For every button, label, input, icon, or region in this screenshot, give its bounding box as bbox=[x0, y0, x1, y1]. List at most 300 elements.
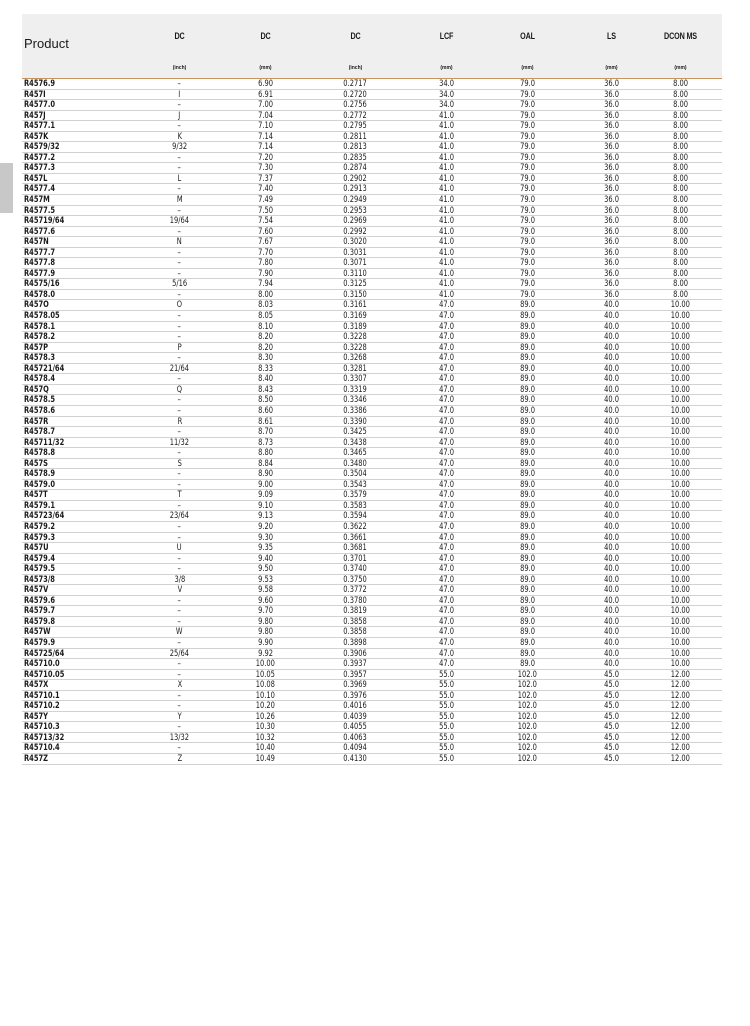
cell-value: 79.0 bbox=[520, 110, 535, 121]
cell-value: 8.00 bbox=[673, 152, 688, 163]
cell-value: 41.0 bbox=[439, 152, 454, 163]
cell-dc-inch bbox=[303, 659, 408, 670]
cell-product bbox=[24, 743, 128, 754]
cell-dcon-ms bbox=[628, 353, 733, 364]
cell-value: 45.0 bbox=[604, 732, 619, 743]
cell-value: 10.00 bbox=[670, 416, 691, 427]
table-row bbox=[22, 79, 722, 90]
cell-product bbox=[24, 385, 128, 396]
cell-value: M bbox=[176, 195, 183, 206]
cell-value: 0.3071 bbox=[343, 258, 368, 269]
cell-value: – bbox=[177, 595, 182, 606]
cell-value: 7.40 bbox=[258, 184, 273, 195]
cell-value: U bbox=[177, 543, 182, 554]
cell-value: 36.0 bbox=[604, 205, 619, 216]
table-row bbox=[22, 638, 722, 649]
cell-value: 47.0 bbox=[439, 416, 454, 427]
cell-value: 89.0 bbox=[520, 311, 535, 322]
cell-value: 8.90 bbox=[258, 469, 273, 480]
cell-dc-inch bbox=[303, 153, 408, 164]
cell-value: 47.0 bbox=[439, 469, 454, 480]
cell-dcon-ms bbox=[628, 385, 733, 396]
cell-value: 9.00 bbox=[258, 479, 273, 490]
cell-dc-inch bbox=[303, 121, 408, 132]
cell-value: 0.2953 bbox=[343, 205, 368, 216]
cell-value: 47.0 bbox=[439, 543, 454, 554]
cell-dcon-ms bbox=[628, 480, 733, 491]
cell-value: 41.0 bbox=[439, 184, 454, 195]
cell-value: 47.0 bbox=[439, 363, 454, 374]
cell-product bbox=[24, 417, 128, 428]
cell-value: 36.0 bbox=[604, 163, 619, 174]
cell-value: 10.00 bbox=[670, 511, 691, 522]
cell-value: R45725/64 bbox=[24, 648, 65, 659]
cell-value: 79.0 bbox=[520, 205, 535, 216]
cell-value: 47.0 bbox=[439, 616, 454, 627]
cell-value: 89.0 bbox=[520, 427, 535, 438]
cell-value: 6.90 bbox=[258, 79, 273, 89]
cell-dcon-ms bbox=[628, 364, 733, 375]
cell-value: 12.00 bbox=[670, 754, 691, 764]
cell-value: 0.3976 bbox=[343, 690, 368, 701]
cell-value: 89.0 bbox=[520, 384, 535, 395]
table-row bbox=[22, 311, 722, 322]
cell-value: – bbox=[177, 311, 182, 322]
cell-value: 11/32 bbox=[169, 437, 190, 448]
table-row bbox=[22, 111, 722, 122]
cell-value: 34.0 bbox=[439, 89, 454, 100]
cell-value: 8.00 bbox=[673, 195, 688, 206]
cell-value: 8.61 bbox=[258, 416, 273, 427]
cell-value: 47.0 bbox=[439, 311, 454, 322]
cell-dcon-ms bbox=[628, 501, 733, 512]
cell-value: 79.0 bbox=[520, 184, 535, 195]
cell-dc-inch bbox=[303, 374, 408, 385]
cell-dc-inch bbox=[303, 754, 408, 765]
cell-value: 10.00 bbox=[670, 405, 691, 416]
cell-value: R457T bbox=[24, 490, 48, 501]
cell-value: R45711/32 bbox=[24, 437, 65, 448]
header-unit: (mm) bbox=[674, 65, 687, 71]
cell-value: 10.00 bbox=[670, 606, 691, 617]
cell-product bbox=[24, 627, 128, 638]
cell-value: 40.0 bbox=[604, 511, 619, 522]
cell-value: R4578.5 bbox=[24, 395, 56, 406]
cell-dc-inch bbox=[303, 132, 408, 143]
cell-value: 9.50 bbox=[258, 564, 273, 575]
cell-product bbox=[24, 364, 128, 375]
table-row bbox=[22, 290, 722, 301]
table-row bbox=[22, 670, 722, 681]
cell-value: 55.0 bbox=[439, 732, 454, 743]
cell-product bbox=[24, 438, 128, 449]
cell-dcon-ms bbox=[628, 522, 733, 533]
cell-value: 79.0 bbox=[520, 289, 535, 300]
cell-value: 47.0 bbox=[439, 405, 454, 416]
cell-value: 89.0 bbox=[520, 374, 535, 385]
header-dc-inch-decimal bbox=[303, 14, 408, 78]
cell-value: 8.80 bbox=[258, 448, 273, 459]
cell-dcon-ms bbox=[628, 248, 733, 259]
cell-dcon-ms bbox=[628, 258, 733, 269]
cell-value: 41.0 bbox=[439, 163, 454, 174]
cell-value: 0.3740 bbox=[343, 564, 368, 575]
cell-value: 55.0 bbox=[439, 690, 454, 701]
cell-value: 89.0 bbox=[520, 627, 535, 638]
cell-value: 10.00 bbox=[670, 384, 691, 395]
cell-value: 8.00 bbox=[673, 110, 688, 121]
header-label: DC bbox=[260, 31, 271, 41]
cell-value: Y bbox=[177, 711, 182, 722]
cell-value: 9.92 bbox=[258, 648, 273, 659]
cell-value: – bbox=[177, 184, 182, 195]
cell-value: 8.00 bbox=[673, 184, 688, 195]
cell-value: 36.0 bbox=[604, 195, 619, 206]
cell-dcon-ms bbox=[628, 627, 733, 638]
cell-value: – bbox=[177, 532, 182, 543]
cell-value: 19/64 bbox=[169, 216, 190, 227]
cell-value: – bbox=[177, 321, 182, 332]
cell-product bbox=[24, 79, 128, 90]
cell-value: 0.2795 bbox=[343, 121, 368, 132]
cell-value: 10.00 bbox=[670, 616, 691, 627]
cell-value: 79.0 bbox=[520, 142, 535, 153]
cell-value: 89.0 bbox=[520, 543, 535, 554]
cell-value: R45710.4 bbox=[24, 743, 60, 754]
cell-value: 10.49 bbox=[255, 754, 276, 764]
cell-dc-inch bbox=[303, 638, 408, 649]
cell-value: 47.0 bbox=[439, 564, 454, 575]
cell-product bbox=[24, 206, 128, 217]
cell-value: 9.40 bbox=[258, 553, 273, 564]
cell-value: S bbox=[177, 458, 182, 469]
cell-value: 7.14 bbox=[258, 142, 273, 153]
cell-value: 89.0 bbox=[520, 511, 535, 522]
cell-dcon-ms bbox=[628, 132, 733, 143]
cell-value: 40.0 bbox=[604, 332, 619, 343]
table-row bbox=[22, 258, 722, 269]
cell-dc-inch bbox=[303, 322, 408, 333]
cell-value: Q bbox=[176, 384, 183, 395]
cell-product bbox=[24, 332, 128, 343]
cell-value: 89.0 bbox=[520, 553, 535, 564]
cell-value: R457L bbox=[24, 173, 48, 184]
cell-value: R4579.7 bbox=[24, 606, 56, 617]
table-row bbox=[22, 427, 722, 438]
cell-dcon-ms bbox=[628, 227, 733, 238]
cell-value: 55.0 bbox=[439, 722, 454, 733]
cell-dc-inch bbox=[303, 332, 408, 343]
cell-dcon-ms bbox=[628, 237, 733, 248]
cell-value: 45.0 bbox=[604, 711, 619, 722]
cell-value: 0.3937 bbox=[343, 659, 368, 670]
cell-value: 47.0 bbox=[439, 321, 454, 332]
cell-product bbox=[24, 111, 128, 122]
table-row bbox=[22, 184, 722, 195]
cell-value: 89.0 bbox=[520, 458, 535, 469]
cell-value: 9.35 bbox=[258, 543, 273, 554]
cell-dc-inch bbox=[303, 480, 408, 491]
cell-value: 45.0 bbox=[604, 701, 619, 712]
cell-value: 10.00 bbox=[670, 659, 691, 670]
cell-value: 55.0 bbox=[439, 680, 454, 691]
cell-value: – bbox=[177, 121, 182, 132]
cell-value: J bbox=[178, 110, 181, 121]
table-row bbox=[22, 332, 722, 343]
cell-value: 45.0 bbox=[604, 669, 619, 680]
table-row bbox=[22, 385, 722, 396]
cell-dc-inch bbox=[303, 406, 408, 417]
cell-dcon-ms bbox=[628, 111, 733, 122]
cell-value: 9.53 bbox=[258, 574, 273, 585]
cell-dcon-ms bbox=[628, 343, 733, 354]
cell-value: – bbox=[177, 353, 182, 364]
cell-dcon-ms bbox=[628, 322, 733, 333]
cell-value: 0.3438 bbox=[343, 437, 368, 448]
cell-value: 0.3681 bbox=[343, 543, 368, 554]
cell-dc-inch bbox=[303, 670, 408, 681]
cell-value: – bbox=[177, 743, 182, 754]
cell-dc-inch bbox=[303, 691, 408, 702]
cell-product bbox=[24, 258, 128, 269]
cell-value: 0.3020 bbox=[343, 237, 368, 248]
table-row bbox=[22, 754, 722, 765]
cell-value: 47.0 bbox=[439, 648, 454, 659]
cell-dc-inch bbox=[303, 100, 408, 111]
cell-value: 89.0 bbox=[520, 321, 535, 332]
cell-dcon-ms bbox=[628, 90, 733, 101]
cell-value: O bbox=[176, 300, 183, 311]
cell-dcon-ms bbox=[628, 153, 733, 164]
cell-dc-inch bbox=[303, 564, 408, 575]
cell-dcon-ms bbox=[628, 300, 733, 311]
header-label: LS bbox=[607, 31, 616, 41]
cell-value: 36.0 bbox=[604, 110, 619, 121]
table-row bbox=[22, 564, 722, 575]
cell-value: 41.0 bbox=[439, 216, 454, 227]
table-row bbox=[22, 406, 722, 417]
cell-value: 40.0 bbox=[604, 532, 619, 543]
cell-value: 47.0 bbox=[439, 500, 454, 511]
cell-value: 0.3906 bbox=[343, 648, 368, 659]
cell-value: 0.3819 bbox=[343, 606, 368, 617]
cell-value: 0.2874 bbox=[343, 163, 368, 174]
cell-value: 102.0 bbox=[517, 743, 538, 754]
cell-value: 89.0 bbox=[520, 521, 535, 532]
table-header bbox=[22, 14, 722, 79]
cell-value: 79.0 bbox=[520, 279, 535, 290]
cell-value: 10.00 bbox=[670, 332, 691, 343]
cell-dcon-ms bbox=[628, 680, 733, 691]
table-row bbox=[22, 743, 722, 754]
cell-value: – bbox=[177, 226, 182, 237]
cell-value: 7.04 bbox=[258, 110, 273, 121]
table-row bbox=[22, 300, 722, 311]
table-row bbox=[22, 90, 722, 101]
header-unit: (mm) bbox=[605, 65, 618, 71]
cell-value: 34.0 bbox=[439, 79, 454, 89]
cell-dcon-ms bbox=[628, 184, 733, 195]
cell-value: 8.00 bbox=[673, 205, 688, 216]
cell-value: 10.00 bbox=[255, 659, 276, 670]
cell-value: 9.20 bbox=[258, 521, 273, 532]
cell-value: – bbox=[177, 332, 182, 343]
cell-value: 45.0 bbox=[604, 680, 619, 691]
cell-dcon-ms bbox=[628, 163, 733, 174]
cell-dc-inch bbox=[303, 195, 408, 206]
table-row bbox=[22, 153, 722, 164]
table-row bbox=[22, 522, 722, 533]
cell-value: 0.3661 bbox=[343, 532, 368, 543]
cell-value: 102.0 bbox=[517, 690, 538, 701]
cell-dcon-ms bbox=[628, 469, 733, 480]
cell-dcon-ms bbox=[628, 638, 733, 649]
cell-dcon-ms bbox=[628, 670, 733, 681]
cell-value: 9.13 bbox=[258, 511, 273, 522]
cell-value: R4579.8 bbox=[24, 616, 56, 627]
cell-value: 47.0 bbox=[439, 342, 454, 353]
cell-product bbox=[24, 121, 128, 132]
cell-value: 79.0 bbox=[520, 121, 535, 132]
table-row bbox=[22, 575, 722, 586]
cell-value: 41.0 bbox=[439, 247, 454, 258]
header-label: DC bbox=[350, 31, 361, 41]
cell-dc-inch bbox=[303, 722, 408, 733]
cell-product bbox=[24, 606, 128, 617]
cell-value: 25/64 bbox=[169, 648, 190, 659]
cell-value: 79.0 bbox=[520, 152, 535, 163]
table-row bbox=[22, 511, 722, 522]
cell-value: 0.3858 bbox=[343, 616, 368, 627]
cell-value: 36.0 bbox=[604, 184, 619, 195]
cell-value: 10.00 bbox=[670, 437, 691, 448]
cell-value: 10.05 bbox=[255, 669, 276, 680]
table-row bbox=[22, 459, 722, 470]
cell-value: 12.00 bbox=[670, 680, 691, 691]
cell-product bbox=[24, 184, 128, 195]
cell-value: – bbox=[177, 669, 182, 680]
cell-value: 40.0 bbox=[604, 521, 619, 532]
cell-product bbox=[24, 353, 128, 364]
cell-value: Z bbox=[177, 754, 182, 764]
cell-value: 89.0 bbox=[520, 437, 535, 448]
cell-dc-inch bbox=[303, 300, 408, 311]
cell-value: R4573/8 bbox=[24, 574, 55, 585]
cell-value: 0.3858 bbox=[343, 627, 368, 638]
cell-value: R4579.1 bbox=[24, 500, 56, 511]
cell-value: R4577.6 bbox=[24, 226, 56, 237]
cell-value: 79.0 bbox=[520, 195, 535, 206]
cell-value: R457J bbox=[24, 110, 46, 121]
cell-product bbox=[24, 269, 128, 280]
cell-dcon-ms bbox=[628, 511, 733, 522]
cell-value: 79.0 bbox=[520, 173, 535, 184]
cell-value: 45.0 bbox=[604, 743, 619, 754]
cell-value: R4578.2 bbox=[24, 332, 56, 343]
cell-value: 47.0 bbox=[439, 448, 454, 459]
cell-dc-inch bbox=[303, 596, 408, 607]
cell-dc-inch bbox=[303, 206, 408, 217]
cell-value: 7.30 bbox=[258, 163, 273, 174]
cell-value: 41.0 bbox=[439, 110, 454, 121]
cell-value: 10.00 bbox=[670, 458, 691, 469]
cell-value: 40.0 bbox=[604, 448, 619, 459]
cell-value: 89.0 bbox=[520, 448, 535, 459]
cell-dc-inch bbox=[303, 395, 408, 406]
cell-dcon-ms bbox=[628, 543, 733, 554]
cell-value: R4578.7 bbox=[24, 427, 56, 438]
cell-value: 89.0 bbox=[520, 416, 535, 427]
cell-product bbox=[24, 406, 128, 417]
cell-value: 8.33 bbox=[258, 363, 273, 374]
cell-value: 0.3125 bbox=[343, 279, 368, 290]
cell-value: 47.0 bbox=[439, 479, 454, 490]
header-label: DCON MS bbox=[664, 31, 697, 41]
cell-value: 40.0 bbox=[604, 585, 619, 596]
cell-value: R4577.2 bbox=[24, 152, 56, 163]
cell-product bbox=[24, 722, 128, 733]
cell-value: R4575/16 bbox=[24, 279, 60, 290]
cell-value: – bbox=[177, 258, 182, 269]
cell-value: 40.0 bbox=[604, 500, 619, 511]
cell-dc-inch bbox=[303, 438, 408, 449]
cell-value: 0.3031 bbox=[343, 247, 368, 258]
cell-value: – bbox=[177, 268, 182, 279]
cell-dcon-ms bbox=[628, 585, 733, 596]
cell-value: – bbox=[177, 606, 182, 617]
cell-value: 9.58 bbox=[258, 585, 273, 596]
table-row bbox=[22, 585, 722, 596]
cell-value: R4578.05 bbox=[24, 311, 60, 322]
cell-value: 0.3189 bbox=[343, 321, 368, 332]
cell-value: 41.0 bbox=[439, 279, 454, 290]
cell-value: 8.00 bbox=[673, 247, 688, 258]
table-row bbox=[22, 216, 722, 227]
cell-value: 36.0 bbox=[604, 173, 619, 184]
table-row bbox=[22, 617, 722, 628]
cell-value: 36.0 bbox=[604, 216, 619, 227]
cell-value: 0.4016 bbox=[343, 701, 368, 712]
cell-value: – bbox=[177, 521, 182, 532]
cell-value: 10.00 bbox=[670, 637, 691, 648]
cell-value: 8.73 bbox=[258, 437, 273, 448]
cell-value: – bbox=[177, 637, 182, 648]
cell-value: 89.0 bbox=[520, 469, 535, 480]
cell-value: 0.2835 bbox=[343, 152, 368, 163]
cell-value: 0.3268 bbox=[343, 353, 368, 364]
cell-value: 8.00 bbox=[258, 289, 273, 300]
cell-dc-inch bbox=[303, 248, 408, 259]
cell-value: 0.2902 bbox=[343, 173, 368, 184]
cell-value: 89.0 bbox=[520, 342, 535, 353]
cell-product bbox=[24, 343, 128, 354]
cell-product bbox=[24, 691, 128, 702]
cell-value: 41.0 bbox=[439, 205, 454, 216]
cell-dc-inch bbox=[303, 649, 408, 660]
header-label: LCF bbox=[439, 31, 454, 41]
cell-value: R4579.3 bbox=[24, 532, 56, 543]
cell-value: 0.2969 bbox=[343, 216, 368, 227]
cell-value: 10.00 bbox=[670, 300, 691, 311]
cell-product bbox=[24, 132, 128, 143]
cell-value: L bbox=[177, 173, 182, 184]
table-row bbox=[22, 279, 722, 290]
cell-value: 47.0 bbox=[439, 521, 454, 532]
cell-dcon-ms bbox=[628, 564, 733, 575]
cell-dc-inch bbox=[303, 554, 408, 565]
table-row bbox=[22, 142, 722, 153]
cell-value: – bbox=[177, 289, 182, 300]
